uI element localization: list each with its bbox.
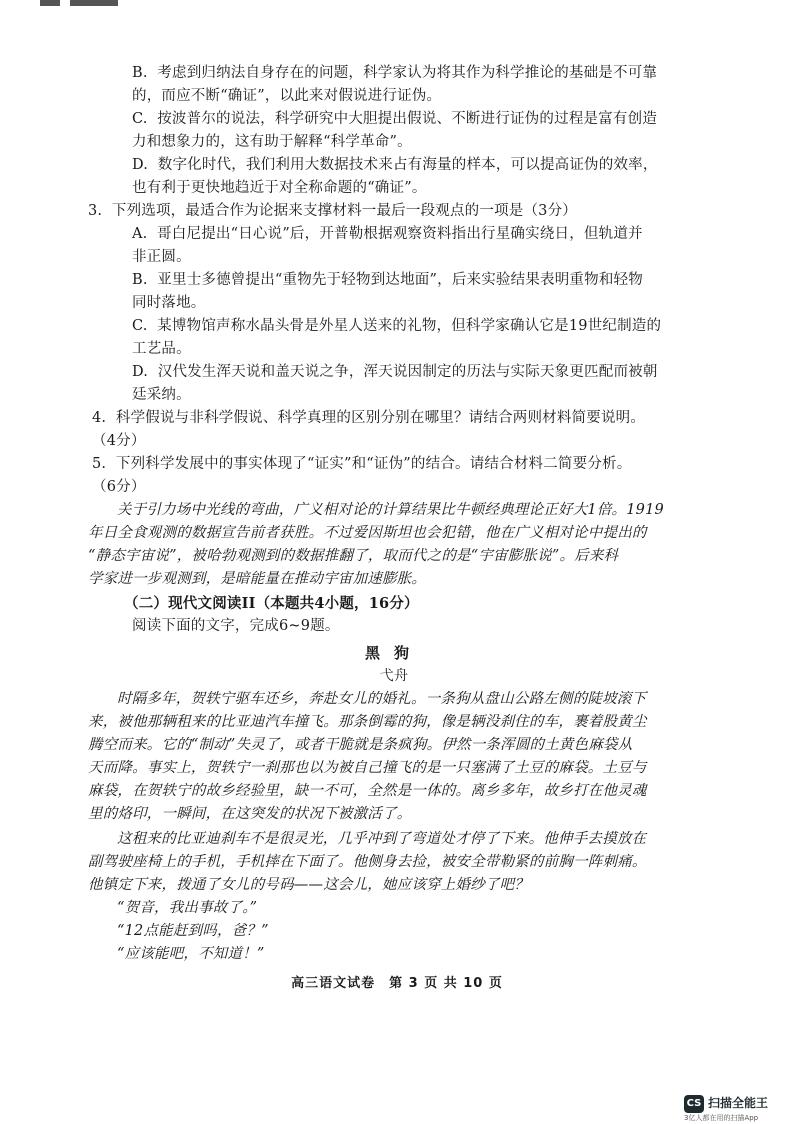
story-line: 里的烙印，一瞬间，在这突发的状况下被激活了。 <box>88 806 412 822</box>
dialogue-line: “12点能赶到吗，爸？” <box>117 923 269 939</box>
story-line: 他镇定下来，拨通了女儿的号码——这会儿，她应该穿上婚纱了吧？ <box>88 877 529 893</box>
option-label: A. <box>132 226 148 242</box>
q3-option-d <box>100 361 688 407</box>
q5-material <box>88 499 698 591</box>
question-points: （4分） <box>92 433 146 449</box>
scanner-watermark <box>676 1093 794 1124</box>
question-text: 下列选项，最适合作为论据来支撑材料一最后一段观点的一项是（3分） <box>111 203 577 219</box>
q2-option-b <box>100 62 688 108</box>
story-line: 麻袋，在贺轶宁的故乡经验里，缺一不可，全然是一体的。离乡多年，故乡打在他灵魂 <box>88 783 647 799</box>
scanner-tagline: 3亿人都在用的扫描App <box>684 1114 759 1122</box>
scanner-app-name: 扫描全能王 <box>708 1096 769 1110</box>
option-label: B. <box>132 272 148 288</box>
question-text: 科学假说与非科学假说、科学真理的区别分别在哪里？请结合两则材料简要说明。 <box>115 410 646 426</box>
question-5 <box>92 453 688 499</box>
q2-options <box>100 62 688 200</box>
section-heading: （二）现代文阅读II（本题共4小题，16分） <box>124 595 419 612</box>
q3-option-a <box>100 223 688 269</box>
option-line: 廷采纳。 <box>132 387 191 403</box>
question-text: 下列科学发展中的事实体现了“证实”和“证伪”的结合。请结合材料二简要分析。 <box>115 456 632 472</box>
question-4 <box>92 407 688 453</box>
dialogue-line: “贺音，我出事故了。” <box>117 900 258 916</box>
question-number: 4. <box>92 410 107 426</box>
option-line: 非正圆。 <box>132 249 191 265</box>
story-line: 来，被他那辆租来的比亚迪汽车撞飞。那条倒霉的狗，像是辆没刹住的车，裹着股黄尘 <box>88 714 647 730</box>
story-line: 副驾驶座椅上的手机，手机摔在下面了。他侧身去捡，被安全带勒紧的前胸一阵刺痛。 <box>88 854 647 870</box>
option-line: 按波普尔的说法，科学研究中大胆提出假说、不断进行证伪的过程是富有创造 <box>157 111 658 127</box>
material-line: 学家进一步观测到，是暗能量在推动宇宙加速膨胀。 <box>88 571 427 587</box>
option-line: 某博物馆声称水晶头骨是外星人送来的礼物，但科学家确认它是19世纪制造的 <box>157 318 662 334</box>
option-line: 哥白尼提出“日心说”后，开普勒根据观察资料指出行星确实绕日，但轨道并 <box>157 226 643 242</box>
material-line: 年日全食观测的数据宣告前者获胜。不过爱因斯坦也会犯错，他在广义相对论中提出的 <box>88 525 647 541</box>
option-line: 亚里士多德曾提出“重物先于轻物到达地面”，后来实验结果表明重物和轻物 <box>157 272 643 288</box>
section-instruction: 阅读下面的文字，完成6~9题。 <box>132 618 340 634</box>
story-title: 黑狗 <box>364 644 423 662</box>
question-3 <box>88 200 688 407</box>
option-label: D. <box>132 157 149 173</box>
story-line: 这租来的比亚迪刹车不是很灵光，几乎冲到了弯道处才停了下来。他伸手去摸放在 <box>117 831 647 847</box>
q2-option-d <box>100 154 688 200</box>
story-dialogue <box>88 897 688 966</box>
option-label: B. <box>132 65 148 81</box>
option-line: 汉代发生浑天说和盖天说之争，浑天说因制定的历法与实际天象更匹配而被朝 <box>157 364 658 380</box>
story-line: 天而降。事实上，贺轶宁一刹那也以为被自己撞飞的是一只塞满了土豆的麻袋。土豆与 <box>88 760 647 776</box>
option-line: 也有利于更快地趋近于对全称命题的“确证”。 <box>132 180 427 196</box>
option-line: 力和想象力的，这有助于解释“科学革命”。 <box>132 134 412 150</box>
question-number: 3. <box>88 203 103 219</box>
story-line: 腾空而来。它的“制动”失灵了，或者干脆就是条疯狗。伊然一条浑圆的土黄色麻袋从 <box>88 737 633 753</box>
story-paragraph-2 <box>88 828 698 897</box>
story-paragraph-1 <box>88 688 698 826</box>
story-author: 弋舟 <box>379 668 409 684</box>
top-edge-scan-artifact <box>40 0 200 8</box>
material-line: 关于引力场中光线的弯曲，广义相对论的计算结果比牛顿经典理论正好大1倍。1919 <box>117 502 664 518</box>
dialogue-line: “应该能吧，不知道！” <box>117 946 265 962</box>
camscanner-logo-icon: CS <box>684 1095 704 1113</box>
option-line: 同时落地。 <box>132 295 206 311</box>
question-number: 5. <box>92 456 107 472</box>
option-label: C. <box>132 318 148 334</box>
option-label: C. <box>132 111 148 127</box>
material-line: “静态宇宙说”，被哈勃观测到的数据推翻了，取而代之的是“宇宙膨胀说”。后来科 <box>88 548 619 564</box>
option-line: 数字化时代，我们利用大数据技术来占有海量的样本，可以提高证伪的效率， <box>157 157 658 173</box>
q3-option-b <box>100 269 688 315</box>
option-line: 考虑到归纳法自身存在的问题，科学家认为将其作为科学推论的基础是不可靠 <box>157 65 658 81</box>
option-line: 的，而应不断“确证”，以此来对假说进行证伪。 <box>132 88 442 104</box>
page-footer: 高三语文试卷 第 3 页 共 10 页 <box>291 976 503 991</box>
story-line: 时隔多年，贺轶宁驱车还乡，奔赴女儿的婚礼。一条狗从盘山公路左侧的陡坡滚下 <box>117 691 647 707</box>
question-points: （6分） <box>92 479 146 495</box>
q2-option-c <box>100 108 688 154</box>
q3-option-c <box>100 315 688 361</box>
exam-content <box>88 62 688 966</box>
option-line: 工艺品。 <box>132 341 191 357</box>
option-label: D. <box>132 364 149 380</box>
